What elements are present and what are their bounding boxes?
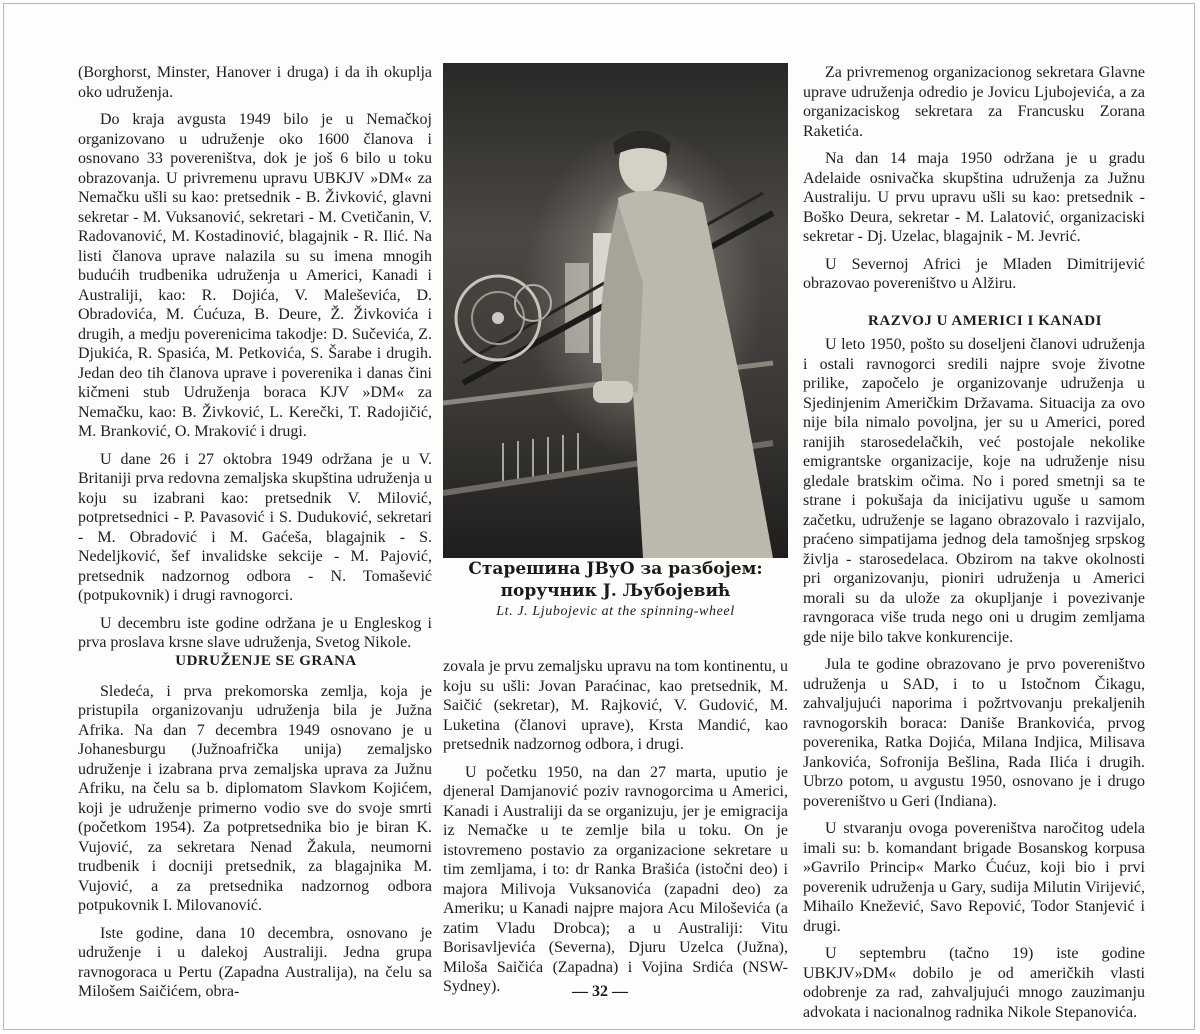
paragraph: Na dan 14 maja 1950 održana je u gradu Adelaide osnivačka skupština udruženja za Južnu Australiju. U prvu upravu ušli su kao: pretsednik - Boško Deura, sekretar - M. Lalatović, organizaciski sekretar - Dj. Uzelac, blagajnik - M. Jevrić.	[803, 150, 1145, 245]
column-middle	[443, 657, 788, 1005]
section-heading: UDRUŽENJE SE GRANA	[175, 653, 357, 669]
page-number: — 32 —	[572, 983, 628, 1000]
section-heading: RAZVOJ U AMERICI I KANADI	[868, 312, 1102, 329]
paragraph: zovala je prvu zemaljsku upravu na tom kontinentu, u koju su ušli: Jovan Paraćinac, kao pretsednik, M. Saičić (sekretar), M. Rajković, V. Gudović, M. Luketina (članovi uprave), Krsta Mandić, kao pretsednik nadzornog odbora, i drugi.	[443, 658, 788, 753]
paragraph: U leto 1950, pošto su doseljeni članovi udruženja i ostali ravnogorci sredili najpre svoje životne prilike, započelo je organizovanje udruženja u Sjedinjenim Američkim Državama. Situacija za ovo nije bila nimalo povoljna, jer su u Americi, pored ranijih starosedelačkih, već postojale nekolike emigrantske organizacije, koje na udruženje nisu gledale bratskim očima. No i pored smetnji sa te strane i pokušaja da inicijativu uguše u samom začetku, udruženje se lagano obrazovalo i razvijalo, praćeno simpatijama jednog dela tamošnjeg srpskog življa - starosedelaca. Obzirom na takve okolnosti pri organizovanju, pioniri udruženja u Americi morali su da ulože za okupljanje i povezivanje ravngoraca više truda nego oni u drugim zemljama gde nije bilo takve konkurencije.	[803, 336, 1145, 646]
paragraph: Do kraja avgusta 1949 bilo je u Nemačkoj organizovano u udruženje oko 1600 članova i osnovano 33 povereništva, dok je još 6 bilo u toku obrazovanja. U privremenu upravu UBKJV »DM« za Nemačku ušli su kao: pretsednik - B. Živković, glavni sekretar - M. Vuksanović, sekretari - M. Cvetičanin, V. Radovanović, M. Kostadinović, blagajnik - R. Ilić. Na listi članova uprave nalazila su su imena mnogih budućih trudbenika udruženja u Americi, Kanadi i Australiji, kao: R. Dojića, V. Maleševića, D. Obradovića, M. Ćućuza, B. Deure, Ž. Živkovića i drugih, a medju poverenicima takodje: D. Sučevića, Z. Djukića, R. Spasića, M. Petkovića, S. Šarabe i drugih. Jedan deo tih članova uprave i poverenika i danas čini kičmeni stub Udruženja boraca KJV »DM« za Nemačku, kao: B. Živković, L. Kerečki, T. Radojičić, M. Branković, O. Mraković i drugi.	[78, 111, 432, 440]
paragraph: U dane 26 i 27 oktobra 1949 održana je u V. Britaniji prva redovna zemaljska skupština udruženja u koju su izabrani kao: pretsednik V. Milović, potpretsednici - P. Pavasović i S. Duduković, sekretari - M. Obradović i M. Gaćeša, blagajnik - S. Nedeljković, šef invalidske sekcije - M. Pajović, pretsednik nadzornog odbora - N. Tomašević (potpukovnik) i drugi ravnogorci.	[78, 450, 432, 604]
paragraph: (Borghorst, Minster, Hanover i druga) i da ih okuplja oko udruženja.	[78, 64, 432, 101]
paragraph: U stvaranju ovoga povereništva naročitog udela imali su: b. komandant brigade Bosanskog korpusa »Gavrilo Princip« Marko Ćućuz, koji bio i prvi poverenik udruženja u Gary, sudija Milutin Virijević, Mihailo Knežević, Savo Repović, Todor Stanjević i drugi.	[803, 820, 1145, 935]
paragraph: U septembru (tačno 19) iste godine UBKJV»DM« dobilo je od američkih vlasti odobrenje za rad, zahvaljujući mnogo zauzimanju advokata i nacionalnog radnika Nikole Stepanovića.	[803, 945, 1145, 1021]
photo-caption	[443, 558, 788, 632]
paragraph: Jula te godine obrazovano je prvo povereništvo udruženja u SAD, i to u Istočnom Čikagu, zahvaljujući naporima i požrtvovanju prekaljenih ravnogorskih boraca: Daniše Brankovića, prvog poverenika, Ratka Dojića, Milana Indjica, Milisava Jankovića, Sofronija Bešlina, Rada Ilića i drugih. Ubrzo potom, u avgustu 1950, osnovano je i drugo povereništvo u Geri (Indiana).	[803, 656, 1145, 810]
paragraph: U Severnoj Africi je Mladen Dimitrijević obrazovao povereništvo u Alžiru.	[803, 255, 1145, 292]
paragraph: U početku 1950, na dan 27 marta, uputio je djeneral Damjanović poziv ravnogorcima u Americi, Kanadi i Australiji da se organizuju, jer je emigracija iz Nemačke u te zemlje bila u toku. On je istovremeno postavio za organizacione sekretare u tim zemljama, i to: dr Ranka Brašića (istočni deo) i majora Milivoja Vuksanovića (zapadni deo) za Ameriku; u Kanadi najpre majora Acu Miloševića (a zatim Vladu Drobca); a u Australiji: Vitu Borisavljevića (Severna), Djuru Uzelca (Južna), Miloša Saičića (Zapadna) i Vojina Srdića (NSW-Sydney).	[443, 763, 788, 995]
photo-spinning-wheel	[443, 63, 788, 558]
paragraph: Iste godine, dana 10 decembra, osnovano je udruženje i u dalekoj Australiji. Jedna grupa ravnogoraca u Pertu (Zapadna Australija), na čelu sa Milošem Saičićem, obra-	[78, 924, 432, 1000]
paragraph: U decembru iste godine održana je u Engleskog i prva proslava krsne slave udruženja, Svetog Nikole.	[78, 614, 432, 651]
caption-cyrillic-line-1: Старешина ЈВуО за разбојем:	[468, 559, 763, 579]
column-right	[803, 63, 1145, 1030]
paragraph: Sledeća, i prva prekomorska zemlja, koja je pristupila organizovanju udruženja bila je Južna Afrika. Na dan 7 decembra 1949 osnovano je u Johanesburgu (Južnoafrička unija) zemaljsko udruženje i izabrana prva zemaljska uprava za Južnu Afriku, na čelu sa b. diplomatom Slavkom Kojićem, koji je udruženje primerno vodio sve do svoje smrti (početkom 1954). Za potpretsednika bio je biran K. Vujović, za sekretara Nenad Žakula, neumorni trudbenik i docniji pretsednik, za blagajnika M. Vujović, a za pretsednika nadzornog odbora potpukovnik I. Milovanović.	[78, 682, 432, 914]
caption-cyrillic-line-2: поручник Ј. Љубојевић	[500, 581, 731, 601]
column-left-top	[78, 63, 432, 661]
paragraph: Za privremenog organizacionog sekretara Glavne uprave udruženja odredio je Jovicu Ljubojevića, a za organizaciskog sekretara za Francusku Zorana Raketića.	[803, 64, 1145, 140]
caption-english: Lt. J. Ljubojevic at the spinning-wheel	[496, 604, 735, 619]
photo-illustration	[443, 63, 788, 558]
column-left-bottom	[78, 652, 432, 1010]
